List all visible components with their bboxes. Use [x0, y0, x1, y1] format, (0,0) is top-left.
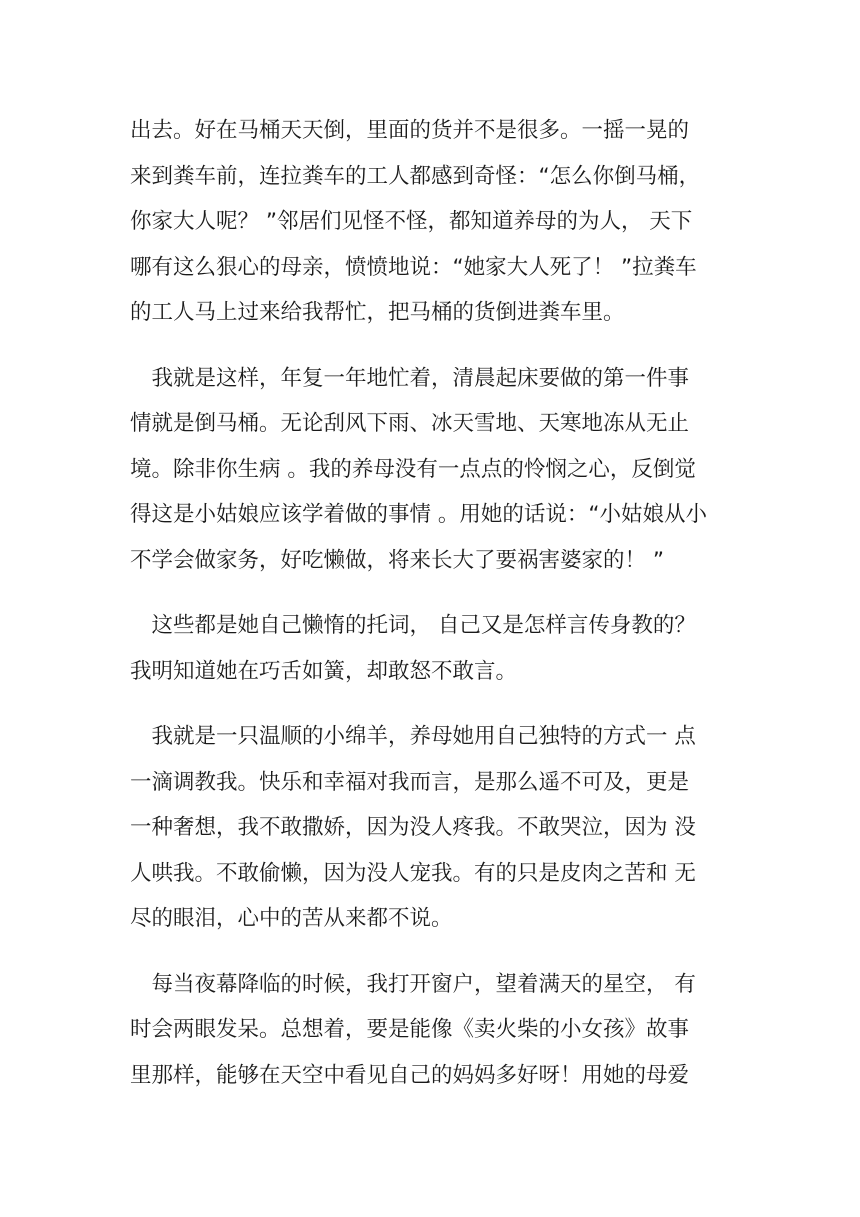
text-line: 一种奢想，我不敢撒娇，因为没人疼我。不敢哭泣，因为 没 [130, 815, 696, 840]
text-line: 出去。好在马桶天天倒，里面的货并不是很多。一摇一晃的 [130, 118, 690, 143]
text-line: 时会两眼发呆。总想着，要是能像《卖火柴的小女孩》故事 [130, 1017, 690, 1042]
paragraph-5 [130, 962, 740, 1099]
text-line: 来到粪车前，连拉粪车的工人都感到奇怪：“怎么你倒马桶， [130, 163, 701, 189]
paragraph-gap [130, 694, 740, 714]
text-line: 每当夜幕降临的时候，我打开窗户，望着满天的星空， 有 [130, 971, 696, 997]
paragraph-1 [130, 108, 740, 336]
text-line: 不学会做家务，好吃懒做，将来长大了要祸害婆家的！ ” [130, 547, 664, 573]
text-line: 尽的眼泪，心中的苦从来都不说。 [130, 906, 453, 931]
text-line: 一滴调教我。快乐和幸福对我而言，是那么遥不可及，更是 [130, 769, 690, 795]
text-line: 里那样，能够在天空中看见自己的妈妈多好呀！用她的母爱 [130, 1062, 690, 1088]
paragraph-gap [130, 583, 740, 603]
body-text [130, 108, 740, 1098]
paragraph-2 [130, 356, 740, 584]
text-line: 的工人马上过来给我帮忙，把马桶的货倒进粪车里。 [130, 300, 625, 325]
text-line: 得这是小姑娘应该学着做的事情 。用她的话说：“小姑娘从小 [130, 502, 707, 527]
paragraph-gap [130, 942, 740, 962]
text-line: 你家大人呢？ ”邻居们见怪不怪，都知道养母的为人， 天下 [130, 209, 693, 234]
text-line: 情就是倒马桶。无论刮风下雨、冰天雪地、天寒地冻从无止 [130, 411, 690, 436]
paragraph-gap [130, 336, 740, 356]
text-line: 我明知道她在巧舌如簧，却敢怒不敢言。 [130, 658, 518, 684]
text-line: 哪有这么狠心的母亲，愤愤地说：“她家大人死了！ ”拉粪车 [130, 254, 697, 280]
paragraph-3 [130, 603, 740, 694]
paragraph-4 [130, 714, 740, 942]
text-line: 我就是这样，年复一年地忙着，清晨起床要做的第一件事 [130, 365, 690, 391]
text-line: 境。除非你生病 。我的养母没有一点点的怜悯之心，反倒觉 [130, 456, 696, 482]
text-line: 我就是一只温顺的小绵羊，养母她用自己独特的方式一 点 [130, 724, 696, 749]
text-line: 人哄我。不敢偷懒，因为没人宠我。有的只是皮肉之苦和 无 [130, 860, 696, 886]
text-line: 这些都是她自己懒惰的托词， 自己又是怎样言传身教的？ [130, 613, 696, 638]
